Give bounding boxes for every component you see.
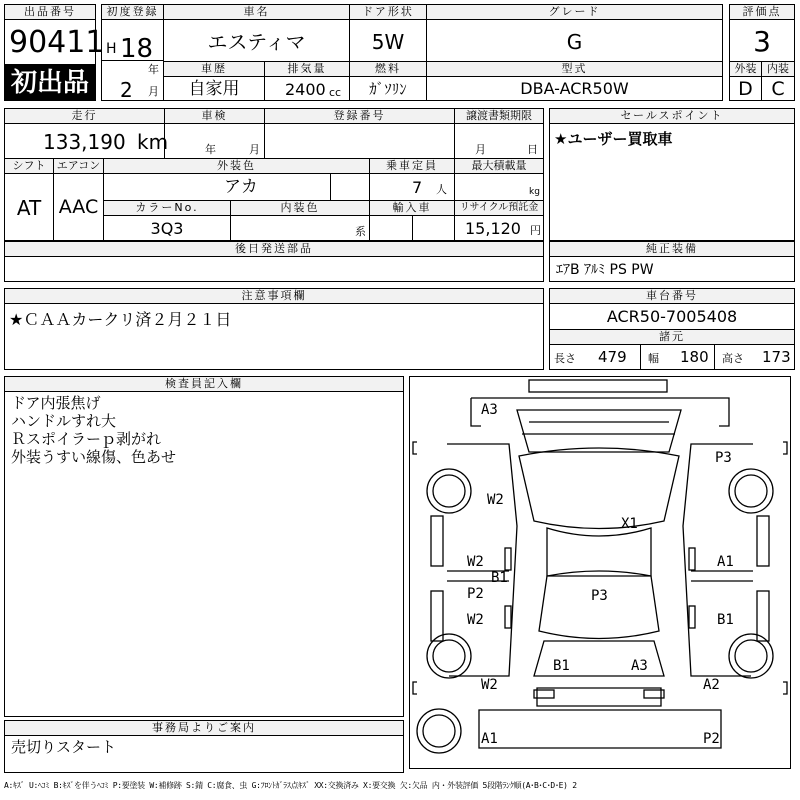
inspector-box (4, 391, 404, 717)
recycle: 15,120 (465, 219, 521, 238)
later-parts-label: 後日発送部品 (4, 241, 544, 257)
mark-p2-bottom: P2 (703, 731, 720, 747)
mark-a1-right: A1 (717, 554, 734, 570)
mark-p2-left: P2 (467, 586, 484, 602)
lot-number-label: 出品番号 (4, 4, 96, 20)
chassis-number: ACR50-7005408 (606, 307, 738, 326)
import-label: 輸入車 (369, 200, 455, 216)
shift: AT (16, 196, 42, 220)
score-label: 評価点 (729, 4, 795, 20)
height-label: 高さ (722, 352, 744, 365)
inspector-line: Ｒスポイラーｐ剥がれ (11, 430, 162, 448)
lot-number: 90411 (9, 25, 105, 60)
chassis-label: 車台番号 (549, 288, 795, 304)
specs-label: 諸元 (549, 329, 795, 345)
fuel: ｶﾞｿﾘﾝ (369, 80, 407, 98)
recycle-unit: 円 (530, 224, 541, 237)
ext-grade-box (729, 76, 762, 101)
damage-marks (467, 402, 734, 747)
shift-label: シフト (4, 158, 54, 174)
lot-number-box (4, 19, 105, 65)
first-listing-badge: 初出品 (4, 65, 96, 101)
max-load-unit: kg (529, 187, 540, 197)
reg-number-box (264, 123, 455, 159)
ext-grade: D (738, 78, 753, 100)
mark-b1-right: B1 (717, 612, 734, 628)
max-load-box (454, 173, 544, 201)
notes-label: 注意事項欄 (4, 288, 544, 304)
capacity-box (369, 173, 455, 201)
car-damage-diagram (409, 376, 791, 769)
score-box (729, 19, 795, 62)
car-name-box (163, 19, 350, 62)
int-color-label: 内装色 (230, 200, 370, 216)
model-label: 型式 (426, 61, 723, 77)
door-box (349, 19, 427, 62)
mark-p3-center: P3 (591, 588, 608, 604)
car-name-label: 車名 (163, 4, 350, 20)
mileage-box (4, 123, 169, 159)
legend: A:ｷｽﾞ U:ﾍｺﾐ B:ｷｽﾞを伴うﾍｺﾐ P:要塗装 W:補修跡 S:錆 C:腐食、虫 G:ﾌﾛﾝﾄｶﾞﾗｽ点ｷｽﾞ XX:交換済み X:要交換 欠:欠品 内・外装評価 5段階ﾗﾝｸ順(A･B･C･D･E) 2 (4, 781, 577, 790)
int-color-box (230, 215, 370, 241)
color-no-box (103, 215, 231, 241)
ext-color-label: 外装色 (103, 158, 370, 174)
first-reg-month: 2 (120, 78, 133, 102)
mark-x1: X1 (621, 516, 638, 532)
history-label: 車歴 (163, 61, 265, 77)
transfer-day-unit: 日 (527, 143, 538, 156)
mileage: 133,190 (43, 130, 126, 154)
height: 173 (762, 348, 791, 366)
notes-text: ★ＣＡＡカークリ済２月２１日 (9, 310, 232, 329)
int-color-unit: 系 (355, 225, 366, 238)
grade-box (426, 19, 723, 62)
displacement-unit: cc (329, 86, 342, 99)
capacity: 7 (412, 178, 423, 197)
displacement-box (264, 76, 350, 101)
recycle-box (454, 215, 544, 241)
ac: AAC (58, 196, 99, 218)
history-box (163, 76, 265, 101)
mark-b1-rear: B1 (553, 658, 570, 674)
equipment-text: ｴｱB ｱﾙﾐ PS PW (556, 262, 654, 278)
length: 479 (598, 348, 627, 366)
ext-grade-label: 外装 (729, 61, 762, 77)
max-load-label: 最大積載量 (454, 158, 544, 174)
ac-box (53, 173, 104, 241)
inspection-box (164, 123, 265, 159)
inspector-line: ハンドルすれ大 (11, 412, 117, 430)
grade: G (566, 30, 583, 54)
length-label: 長さ (554, 352, 576, 365)
fuel-box (349, 76, 427, 101)
model-box (426, 76, 723, 101)
fuel-label: 燃料 (349, 61, 427, 77)
first-reg-label: 初度登録 (101, 4, 164, 20)
first-reg-year: 18 (120, 34, 154, 64)
score: 3 (753, 25, 771, 58)
mark-a3-top: A3 (481, 402, 498, 418)
transfer-box (454, 123, 544, 159)
mark-p3-right: P3 (715, 450, 732, 466)
int-grade-box (761, 76, 795, 101)
sales-point-box (549, 123, 795, 241)
door-type: 5W (371, 30, 405, 54)
transfer-label: 譲渡書類期限 (454, 108, 544, 124)
transfer-month-unit: 月 (475, 143, 486, 156)
inspector-label: 検査員記入欄 (4, 376, 404, 392)
insp-month-unit: 月 (249, 143, 260, 156)
displacement-label: 排気量 (264, 61, 350, 77)
office-text: 売切りスタート (11, 738, 117, 756)
reg-number-label: 登録番号 (264, 108, 455, 124)
later-parts-box (4, 256, 544, 282)
shift-box (4, 173, 54, 241)
inspector-line: 外装うすい線傷、色あせ (11, 448, 177, 466)
int-grade: C (771, 78, 785, 100)
mileage-label: 走行 (4, 108, 165, 124)
chassis-box (549, 303, 795, 330)
notes-box (4, 303, 544, 370)
capacity-label: 乗車定員 (369, 158, 455, 174)
ac-label: エアコン (53, 158, 104, 174)
mark-w2-door2: W2 (467, 612, 484, 628)
width: 180 (680, 348, 709, 366)
year-unit: 年 (148, 63, 159, 76)
mark-w2-rear: W2 (481, 677, 498, 693)
inspection-label: 車検 (164, 108, 265, 124)
equipment-box (549, 256, 795, 282)
equipment-label: 純正装備 (549, 241, 795, 257)
model: DBA-ACR50W (520, 79, 629, 98)
color-no: 3Q3 (150, 219, 184, 238)
capacity-unit: 人 (436, 183, 447, 196)
displacement: 2400 (285, 80, 326, 99)
width-label: 幅 (648, 352, 659, 365)
mark-w2-left: W2 (487, 492, 504, 508)
mark-w2-door1: W2 (467, 554, 484, 570)
office-label: 事務局よりご案内 (4, 720, 404, 736)
sales-point-text: ★ユーザー買取車 (554, 130, 673, 148)
insp-year-unit: 年 (205, 143, 216, 156)
specs-box (549, 344, 795, 370)
color-no-label: カラーNo. (103, 200, 231, 216)
recycle-label: リサイクル預託金 (454, 200, 544, 216)
mark-a3-rear: A3 (631, 658, 648, 674)
int-grade-label: 内装 (761, 61, 795, 77)
inspector-line: ドア内張焦げ (11, 394, 101, 412)
era: H (106, 41, 117, 57)
mark-a1-bottom: A1 (481, 731, 498, 747)
door-label: ドア形状 (349, 4, 427, 20)
sales-point-label: セールスポイント (549, 108, 795, 124)
ext-color: アカ (224, 177, 258, 197)
mileage-unit: km (137, 130, 169, 154)
history: 自家用 (188, 79, 240, 99)
mark-b1-mid: B1 (491, 570, 508, 586)
office-box (4, 735, 404, 773)
month-unit: 月 (148, 85, 159, 98)
car-name: エスティマ (207, 30, 306, 54)
mark-a2-right: A2 (703, 677, 720, 693)
grade-label: グレード (426, 4, 723, 20)
